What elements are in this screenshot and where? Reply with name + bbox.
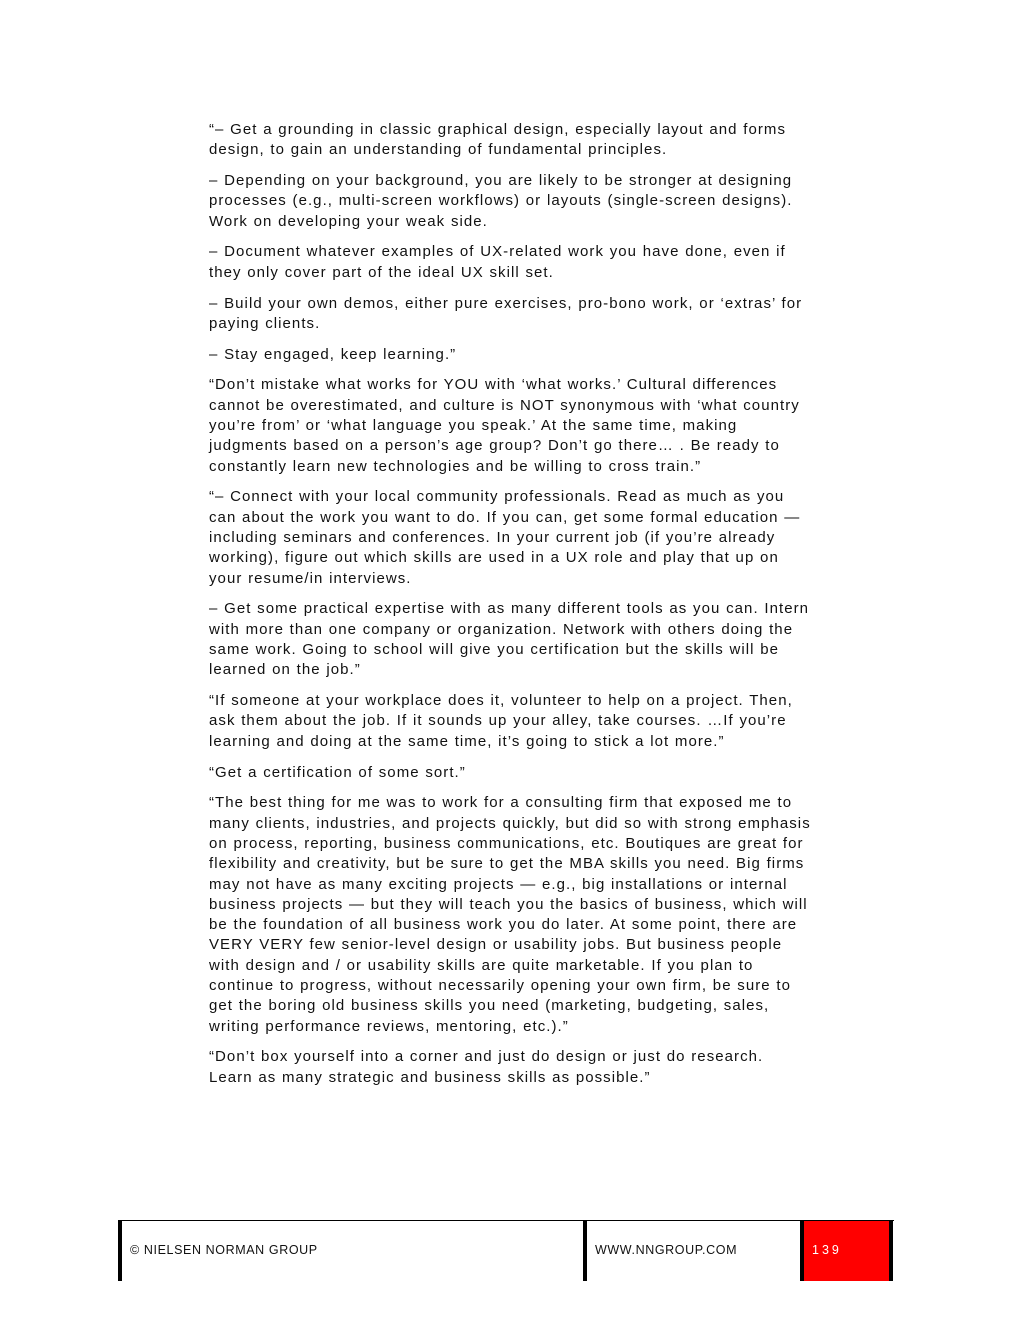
page-number: 139 xyxy=(812,1243,842,1257)
quote-paragraph-1: “– Get a grounding in classic graphical design, especially layout and forms design, to gain an understanding of fundamental principles. xyxy=(209,121,787,159)
body-text xyxy=(209,120,811,1098)
quote-paragraph-8: – Get some practical expertise with as many different tools as you can. Intern with more than one company or organization. Network with others doing the same work. Going to school will give you certification but the skills will be learned on the job.” xyxy=(209,600,810,679)
footer-page-left-rule xyxy=(800,1221,804,1281)
quote-paragraph-3: – Document whatever examples of UX-related work you have done, even if they only cover part of the ideal UX skill set. xyxy=(209,243,786,281)
footer-website: WWW.NNGROUP.COM xyxy=(595,1243,738,1257)
page-number-box xyxy=(800,1221,889,1281)
quote-paragraph-7: “– Connect with your local community professionals. Read as much as you can about the work you want to do. If you can, get some formal education — including seminars and conferences. In your current job (if you’re already working), figure out which skills are used in a UX role and play that up on your resume/in interviews. xyxy=(209,488,801,587)
quote-paragraph-2: – Depending on your background, you are likely to be stronger at designing processes (e.g., multi-screen workflows) or layouts (single-screen designs). Work on developing your weak side. xyxy=(209,172,793,230)
footer-right-rule xyxy=(889,1221,893,1281)
footer-left-rule xyxy=(118,1221,122,1281)
page-footer xyxy=(118,1220,894,1281)
quote-paragraph-11: “The best thing for me was to work for a consulting firm that exposed me to many clients, industries, and projects quickly, but did so with strong emphasis on process, reporting, business communications, etc. Boutiques are great for flexibility and creativity, but be sure to get the MBA skills you need. Big firms may not have as many exciting projects — e.g., big installations or internal business projects — but they will teach you the basics of business, which will be the foundation of all business work you do later. At some point, there are VERY VERY few senior-level design or usability jobs. But business people with design and / or usability skills are quite marketable. If you plan to continue to progress, without necessarily opening your own firm, be sure to get the boring old business skills you need (marketing, budgeting, sales, writing performance reviews, mentoring, etc.).” xyxy=(209,794,811,1035)
quote-paragraph-9: “If someone at your workplace does it, volunteer to help on a project. Then, ask them about the job. If it sounds up your alley, take courses. …If you’re learning and doing at the same time, it’s going to stick a lot more.” xyxy=(209,692,793,750)
quote-paragraph-5: – Stay engaged, keep learning.” xyxy=(209,345,457,363)
footer-middle-rule xyxy=(583,1221,587,1281)
footer-copyright: © NIELSEN NORMAN GROUP xyxy=(130,1243,318,1257)
quote-paragraph-4: – Build your own demos, either pure exercises, pro-bono work, or ‘extras’ for paying clients. xyxy=(209,294,803,332)
quote-paragraph-6: “Don’t mistake what works for YOU with ‘what works.’ Cultural differences cannot be overestimated, and culture is NOT synonymous with ‘what country you’re from’ or ‘what language you speak.’ At the same time, making judgments based on a person’s age group? Don’t go there… . Be ready to constantly learn new technologies and be willing to cross train.” xyxy=(209,376,800,475)
quote-paragraph-12: “Don’t box yourself into a corner and just do design or just do research. Learn as many strategic and business skills as possible.” xyxy=(209,1048,764,1086)
quote-paragraph-10: “Get a certification of some sort.” xyxy=(209,763,466,781)
